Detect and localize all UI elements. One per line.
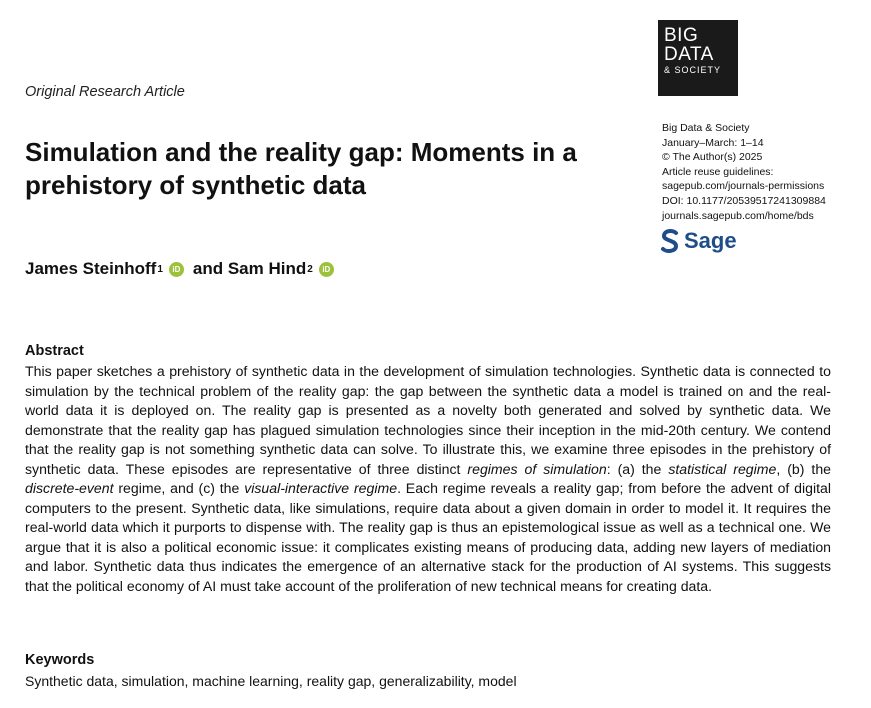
publisher-name: Sage — [684, 228, 737, 253]
reuse-label: Article reuse guidelines: — [662, 165, 774, 178]
author-name: James Steinhoff — [25, 259, 157, 278]
logo-line-data: DATA — [664, 44, 714, 65]
abstract-emphasis: visual-interactive regime — [244, 480, 398, 496]
abstract-segment: This paper sketches a prehistory of synthetic data in the development of simulation technologies. Synthetic data is connected to simulation by the technical problem of the reality gap: the gap between the synthetic data a model is trained on and the real-world data it is deployed on. The reality gap is presented as a novelty both generated and solved by synthetic data. We demonstrate that the reality gap has plagued simulation technologies since their inception in the mid-20th century. We contend that the reality gap is not something synthetic data can solve. To illustrate this, we examine three episodes in the prehistory of synthetic data. These episodes are representative of three distinct — [25, 363, 831, 477]
abstract-emphasis: regimes of simulation — [467, 460, 607, 477]
author-list — [25, 259, 343, 279]
sage-s-icon — [661, 229, 679, 253]
keywords-list: Synthetic data, simulation, machine learning, reality gap, generalizability, model — [25, 673, 517, 689]
issue-pages: January–March: 1–14 — [662, 136, 764, 149]
publisher-logo — [661, 228, 737, 254]
article-type: Original Research Article — [25, 84, 185, 100]
abstract-emphasis: statistical regime — [668, 460, 777, 477]
author-connector: and — [192, 259, 224, 278]
journal-link[interactable]: journals.sagepub.com/home/bds — [662, 209, 814, 222]
reuse-link[interactable]: sagepub.com/journals-permissions — [662, 180, 825, 193]
abstract-heading: Abstract — [25, 343, 84, 359]
orcid-icon[interactable]: iD — [319, 262, 334, 277]
journal-logo — [658, 20, 738, 96]
keywords-heading: Keywords — [25, 652, 95, 668]
affiliation-mark: 2 — [307, 263, 313, 275]
abstract-segment: . Each regime reveals a reality gap; from before the advent of digital computers to the present. Synthetic data, like simulations, require data about a given domain in order to model it. It requires the real-world data which it purports to dispense with. The reality gap is thus an epistemological issue as well as a technical one. We argue that it is also a political economic issue: it complicates existing means of producing data, adding new layers of mediation and labor. Synthetic data thus indicates the emergence of an alternative stack for the production of AI systems. This suggests that the political economy of AI must take account of the proliferation of new technical means for creating data. — [25, 480, 831, 594]
journal-metadata — [662, 121, 826, 223]
journal-name: Big Data & Society — [662, 122, 750, 134]
article-title: Simulation and the reality gap: Moments in a prehistory of synthetic data — [25, 137, 577, 200]
abstract-segment: regime, and (c) the — [113, 480, 245, 496]
doi-link[interactable]: DOI: 10.1177/20539517241309884 — [662, 194, 826, 207]
logo-line-big: BIG — [664, 25, 699, 46]
abstract-text — [25, 362, 831, 596]
orcid-icon[interactable]: iD — [169, 262, 184, 277]
author-name: Sam Hind — [227, 259, 307, 278]
abstract-segment: : (a) the — [606, 460, 669, 477]
affiliation-mark: 1 — [157, 263, 163, 275]
logo-line-society: & SOCIETY — [664, 65, 722, 75]
abstract-emphasis: discrete-event — [25, 480, 114, 496]
abstract-segment: , (b) the — [776, 460, 832, 477]
copyright: © The Author(s) 2025 — [662, 151, 763, 164]
